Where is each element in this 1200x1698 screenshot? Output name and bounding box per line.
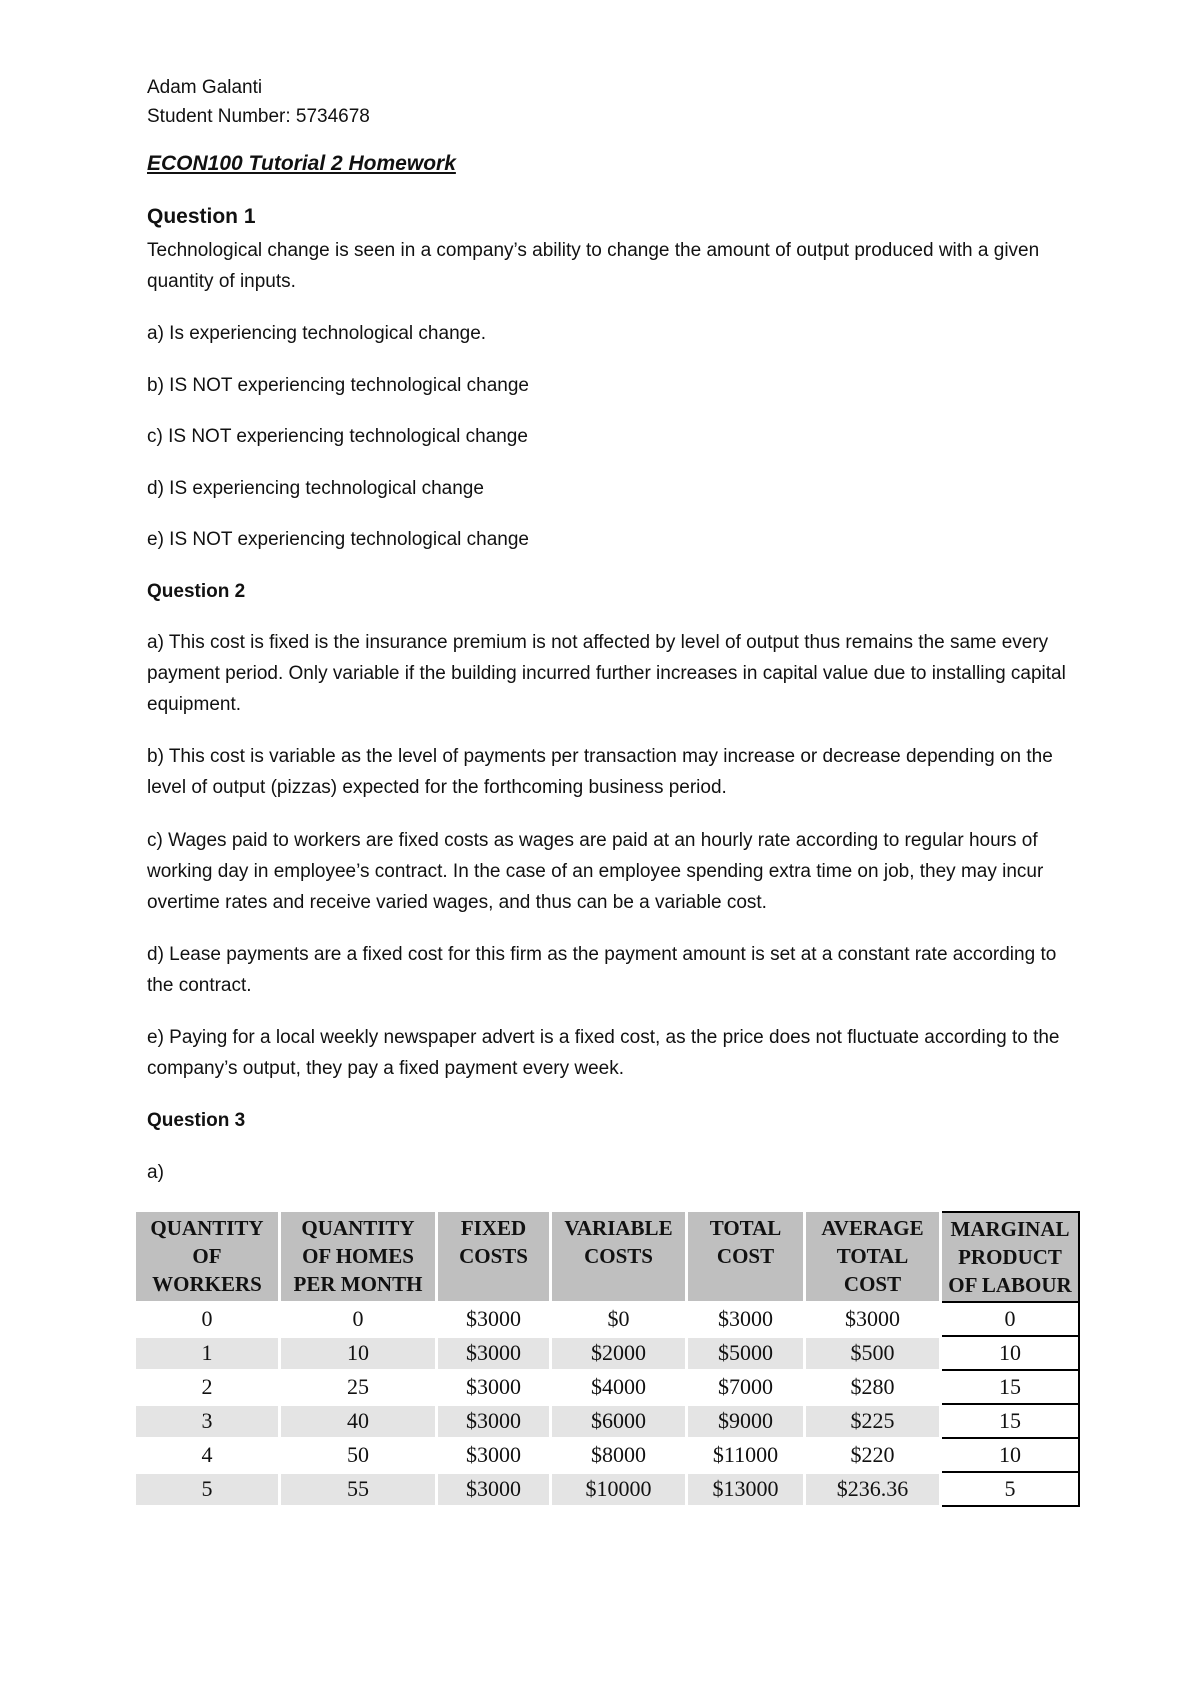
question-2-answer-a: a) This cost is fixed is the insurance premium is not affected by level of output thus remains the same every payment period. Only variable if the building incurred further increases in capital value due to installing capital equipment. xyxy=(147,632,1066,715)
table-cell: 40 xyxy=(280,1404,437,1438)
table-cell: 10 xyxy=(941,1438,1080,1472)
table-cell: $13000 xyxy=(687,1472,805,1506)
table-cell: $500 xyxy=(805,1336,941,1370)
table-cell: $3000 xyxy=(437,1404,551,1438)
question-2-answer-b: b) This cost is variable as the level of payments per transaction may increase or decrease depending on the level of output (pizzas) expected for the forthcoming business period. xyxy=(147,746,1053,798)
table-row xyxy=(136,1336,1079,1370)
table-cell: 5 xyxy=(136,1472,280,1506)
table-cell: 10 xyxy=(280,1336,437,1370)
question-2-heading: Question 2 xyxy=(147,581,246,602)
table-cell: 3 xyxy=(136,1404,280,1438)
table-cell: $3000 xyxy=(437,1472,551,1506)
table-row xyxy=(136,1404,1079,1438)
author-name: Adam Galanti xyxy=(147,77,263,98)
question-1-answer-a: a) Is experiencing technological change. xyxy=(147,323,487,344)
col-header-average-total-cost: AVERAGE TOTAL COST xyxy=(805,1212,941,1302)
table-cell: 50 xyxy=(280,1438,437,1472)
table-cell: 0 xyxy=(941,1302,1080,1336)
table-row xyxy=(136,1438,1079,1472)
table-cell: $3000 xyxy=(437,1370,551,1404)
student-number: Student Number: 5734678 xyxy=(147,106,370,127)
table-cell: $2000 xyxy=(551,1336,687,1370)
table-cell: $5000 xyxy=(687,1336,805,1370)
col-header-total-cost: TOTAL COST xyxy=(687,1212,805,1302)
table-cell: $3000 xyxy=(687,1302,805,1336)
table-header-row xyxy=(136,1212,1079,1302)
table-cell: 2 xyxy=(136,1370,280,1404)
table-cell: $6000 xyxy=(551,1404,687,1438)
table-cell: $3000 xyxy=(805,1302,941,1336)
col-header-homes: QUANTITY OF HOMES PER MONTH xyxy=(280,1212,437,1302)
table-cell: 4 xyxy=(136,1438,280,1472)
table-cell: 0 xyxy=(136,1302,280,1336)
table-cell: $0 xyxy=(551,1302,687,1336)
table-cell: 55 xyxy=(280,1472,437,1506)
table-row xyxy=(136,1370,1079,1404)
question-1-heading: Question 1 xyxy=(147,205,256,228)
table-cell: 1 xyxy=(136,1336,280,1370)
table-cell: 25 xyxy=(280,1370,437,1404)
question-2-answer-e: e) Paying for a local weekly newspaper advert is a fixed cost, as the price does not fluctuate according to the company’s output, they pay a fixed payment every week. xyxy=(147,1027,1060,1079)
question-1-answer-d: d) IS experiencing technological change xyxy=(147,478,484,499)
table-cell: $10000 xyxy=(551,1472,687,1506)
col-header-workers: QUANTITY OF WORKERS xyxy=(136,1212,280,1302)
table-cell: $3000 xyxy=(437,1336,551,1370)
table-cell: $236.36 xyxy=(805,1472,941,1506)
question-1-answer-e: e) IS NOT experiencing technological change xyxy=(147,529,529,550)
table-cell: $4000 xyxy=(551,1370,687,1404)
table-cell: 15 xyxy=(941,1370,1080,1404)
question-3-part-a: a) xyxy=(147,1162,164,1183)
table-cell: $220 xyxy=(805,1438,941,1472)
col-header-marginal-product: MARGINAL PRODUCT OF LABOUR xyxy=(941,1212,1080,1302)
table-cell: $280 xyxy=(805,1370,941,1404)
question-2-answer-d: d) Lease payments are a fixed cost for this firm as the payment amount is set at a constant rate according to the contract. xyxy=(147,944,1057,996)
question-1-answer-c: c) IS NOT experiencing technological change xyxy=(147,426,528,447)
table-cell: $7000 xyxy=(687,1370,805,1404)
document-title: ECON100 Tutorial 2 Homework xyxy=(147,152,456,175)
table-cell: $8000 xyxy=(551,1438,687,1472)
table-cell: $9000 xyxy=(687,1404,805,1438)
question-2-answer-c: c) Wages paid to workers are fixed costs as wages are paid at an hourly rate according to regular hours of working day in employee’s contract. In the case of an employee spending extra time on job, they may incur overtime rates and receive varied wages, and thus can be a variable cost. xyxy=(147,830,1044,913)
table-row xyxy=(136,1302,1079,1336)
table-cell: $225 xyxy=(805,1404,941,1438)
table-cell: 10 xyxy=(941,1336,1080,1370)
question-1-answer-b: b) IS NOT experiencing technological change xyxy=(147,375,529,396)
table-cell: $11000 xyxy=(687,1438,805,1472)
table-row xyxy=(136,1472,1079,1506)
cost-table xyxy=(136,1211,1080,1508)
col-header-variable-costs: VARIABLE COSTS xyxy=(551,1212,687,1302)
table-cell: 0 xyxy=(280,1302,437,1336)
question-1-intro: Technological change is seen in a company’s ability to change the amount of output produced with a given quantity of inputs. xyxy=(147,240,1040,292)
table-cell: $3000 xyxy=(437,1302,551,1336)
table-cell: 5 xyxy=(941,1472,1080,1506)
question-3-heading: Question 3 xyxy=(147,1110,246,1131)
table-cell: $3000 xyxy=(437,1438,551,1472)
table-cell: 15 xyxy=(941,1404,1080,1438)
col-header-fixed-costs: FIXED COSTS xyxy=(437,1212,551,1302)
